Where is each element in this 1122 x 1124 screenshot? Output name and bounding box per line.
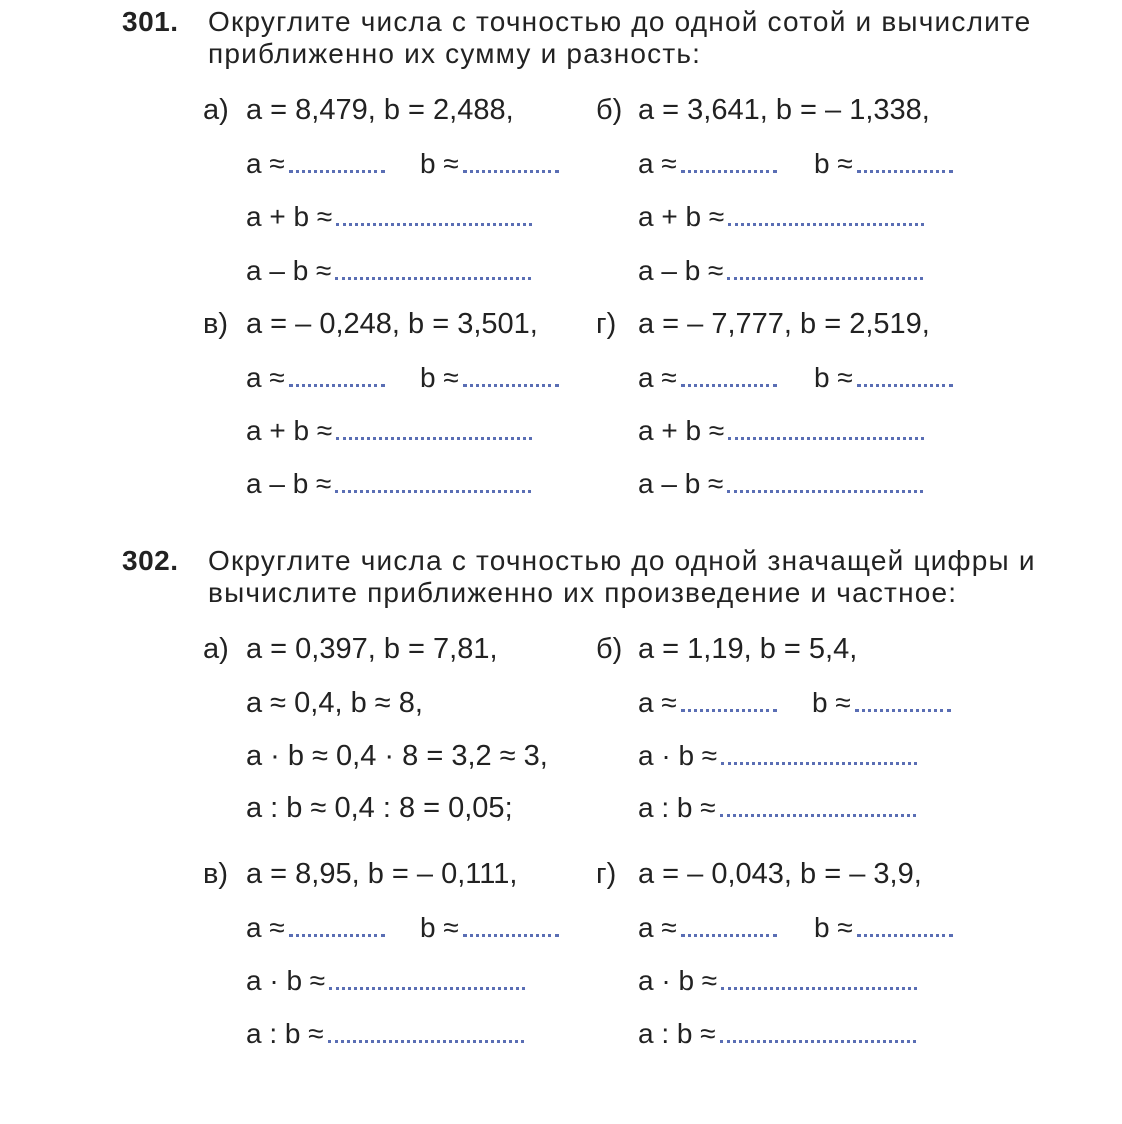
answer-prefix: a ≈	[638, 148, 677, 179]
answer-line[interactable]	[814, 912, 953, 944]
part-label: а)	[203, 633, 229, 665]
answer-prefix: b ≈	[812, 687, 851, 718]
answer-line[interactable]	[246, 965, 525, 997]
exercise-301-text-line1: Округлите числа с точностью до одной сотой и вычислите	[208, 6, 1032, 37]
part-label: а)	[203, 94, 229, 126]
exercise-301-number: 301.	[122, 6, 179, 37]
answer-prefix: b ≈	[420, 148, 459, 179]
answer-prefix: b ≈	[814, 912, 853, 943]
answer-line[interactable]	[638, 740, 917, 772]
answer-blank[interactable]	[857, 166, 953, 173]
answer-prefix: a : b ≈	[638, 792, 716, 823]
answer-line[interactable]	[246, 201, 532, 233]
answer-blank[interactable]	[727, 486, 923, 493]
answer-blank[interactable]	[329, 983, 525, 990]
answer-blank[interactable]	[463, 930, 559, 937]
part-given: a = 3,641, b = – 1,338,	[638, 94, 930, 126]
part-label: г)	[596, 858, 617, 890]
answer-prefix: a + b ≈	[638, 201, 725, 232]
answer-blank[interactable]	[721, 758, 917, 765]
answer-blank[interactable]	[336, 219, 532, 226]
exercise-302-text-line2: вычислите приближенно их произведение и частное:	[208, 577, 958, 608]
answer-prefix: b ≈	[814, 362, 853, 393]
answer-blank[interactable]	[727, 273, 923, 280]
answer-line[interactable]	[638, 415, 924, 447]
answer-line[interactable]	[638, 255, 923, 287]
worked-approx: a ≈ 0,4, b ≈ 8,	[246, 687, 423, 719]
answer-blank[interactable]	[681, 705, 777, 712]
answer-line[interactable]	[638, 201, 924, 233]
exercise-302-number: 302.	[122, 545, 179, 576]
answer-line[interactable]	[638, 1018, 916, 1050]
answer-line[interactable]	[638, 912, 777, 944]
answer-blank[interactable]	[463, 166, 559, 173]
part-given: a = 1,19, b = 5,4,	[638, 633, 858, 665]
answer-line[interactable]	[814, 148, 953, 180]
answer-prefix: a – b ≈	[638, 255, 724, 286]
answer-blank[interactable]	[336, 433, 532, 440]
answer-prefix: a ≈	[638, 912, 677, 943]
answer-prefix: a + b ≈	[638, 415, 725, 446]
answer-prefix: a – b ≈	[246, 255, 332, 286]
answer-blank[interactable]	[681, 380, 777, 387]
exercise-301-text-line2: приближенно их сумму и разность:	[208, 38, 702, 69]
answer-line[interactable]	[246, 415, 532, 447]
answer-blank[interactable]	[857, 930, 953, 937]
answer-prefix: a · b ≈	[246, 965, 326, 996]
answer-line[interactable]	[638, 687, 777, 719]
answer-line[interactable]	[246, 255, 531, 287]
part-label: в)	[203, 308, 229, 340]
part-label: б)	[596, 633, 623, 665]
worked-quotient: a : b ≈ 0,4 : 8 = 0,05;	[246, 792, 513, 824]
part-given: a = – 0,043, b = – 3,9,	[638, 858, 922, 890]
answer-line[interactable]	[246, 1018, 524, 1050]
part-given: a = 8,479, b = 2,488,	[246, 94, 514, 126]
answer-prefix: a · b ≈	[638, 740, 718, 771]
answer-prefix: a ≈	[246, 362, 285, 393]
answer-line[interactable]	[812, 687, 951, 719]
answer-line[interactable]	[638, 468, 923, 500]
answer-prefix: a – b ≈	[638, 468, 724, 499]
worked-product: a · b ≈ 0,4 · 8 = 3,2 ≈ 3,	[246, 740, 548, 772]
answer-blank[interactable]	[289, 930, 385, 937]
answer-blank[interactable]	[720, 810, 916, 817]
answer-prefix: b ≈	[420, 912, 459, 943]
answer-blank[interactable]	[289, 380, 385, 387]
answer-blank[interactable]	[721, 983, 917, 990]
answer-line[interactable]	[638, 965, 917, 997]
answer-line[interactable]	[246, 912, 385, 944]
answer-prefix: a ≈	[246, 148, 285, 179]
answer-blank[interactable]	[681, 930, 777, 937]
answer-line[interactable]	[638, 148, 777, 180]
answer-blank[interactable]	[289, 166, 385, 173]
answer-line[interactable]	[638, 362, 777, 394]
answer-prefix: a : b ≈	[638, 1018, 716, 1049]
part-label: г)	[596, 308, 617, 340]
part-given: a = 8,95, b = – 0,111,	[246, 858, 518, 890]
answer-blank[interactable]	[463, 380, 559, 387]
answer-prefix: a + b ≈	[246, 201, 333, 232]
part-label: б)	[596, 94, 623, 126]
answer-line[interactable]	[814, 362, 953, 394]
answer-blank[interactable]	[328, 1036, 524, 1043]
answer-blank[interactable]	[720, 1036, 916, 1043]
answer-prefix: b ≈	[814, 148, 853, 179]
answer-blank[interactable]	[857, 380, 953, 387]
answer-blank[interactable]	[728, 219, 924, 226]
answer-line[interactable]	[246, 468, 531, 500]
answer-prefix: a ≈	[638, 687, 677, 718]
answer-blank[interactable]	[335, 486, 531, 493]
answer-blank[interactable]	[855, 705, 951, 712]
answer-line[interactable]	[246, 362, 385, 394]
answer-blank[interactable]	[681, 166, 777, 173]
answer-prefix: a : b ≈	[246, 1018, 324, 1049]
answer-prefix: a – b ≈	[246, 468, 332, 499]
answer-prefix: a · b ≈	[638, 965, 718, 996]
answer-line[interactable]	[420, 912, 559, 944]
answer-blank[interactable]	[728, 433, 924, 440]
part-given: a = – 7,777, b = 2,519,	[638, 308, 930, 340]
exercise-302-text-line1: Округлите числа с точностью до одной значащей цифры и	[208, 545, 1036, 576]
answer-prefix: a ≈	[638, 362, 677, 393]
answer-line[interactable]	[638, 792, 916, 824]
answer-line[interactable]	[420, 148, 559, 180]
answer-prefix: a ≈	[246, 912, 285, 943]
answer-line[interactable]	[420, 362, 559, 394]
part-given: a = 0,397, b = 7,81,	[246, 633, 498, 665]
answer-prefix: a + b ≈	[246, 415, 333, 446]
answer-blank[interactable]	[335, 273, 531, 280]
answer-prefix: b ≈	[420, 362, 459, 393]
answer-line[interactable]	[246, 148, 385, 180]
part-label: в)	[203, 858, 229, 890]
part-given: a = – 0,248, b = 3,501,	[246, 308, 538, 340]
